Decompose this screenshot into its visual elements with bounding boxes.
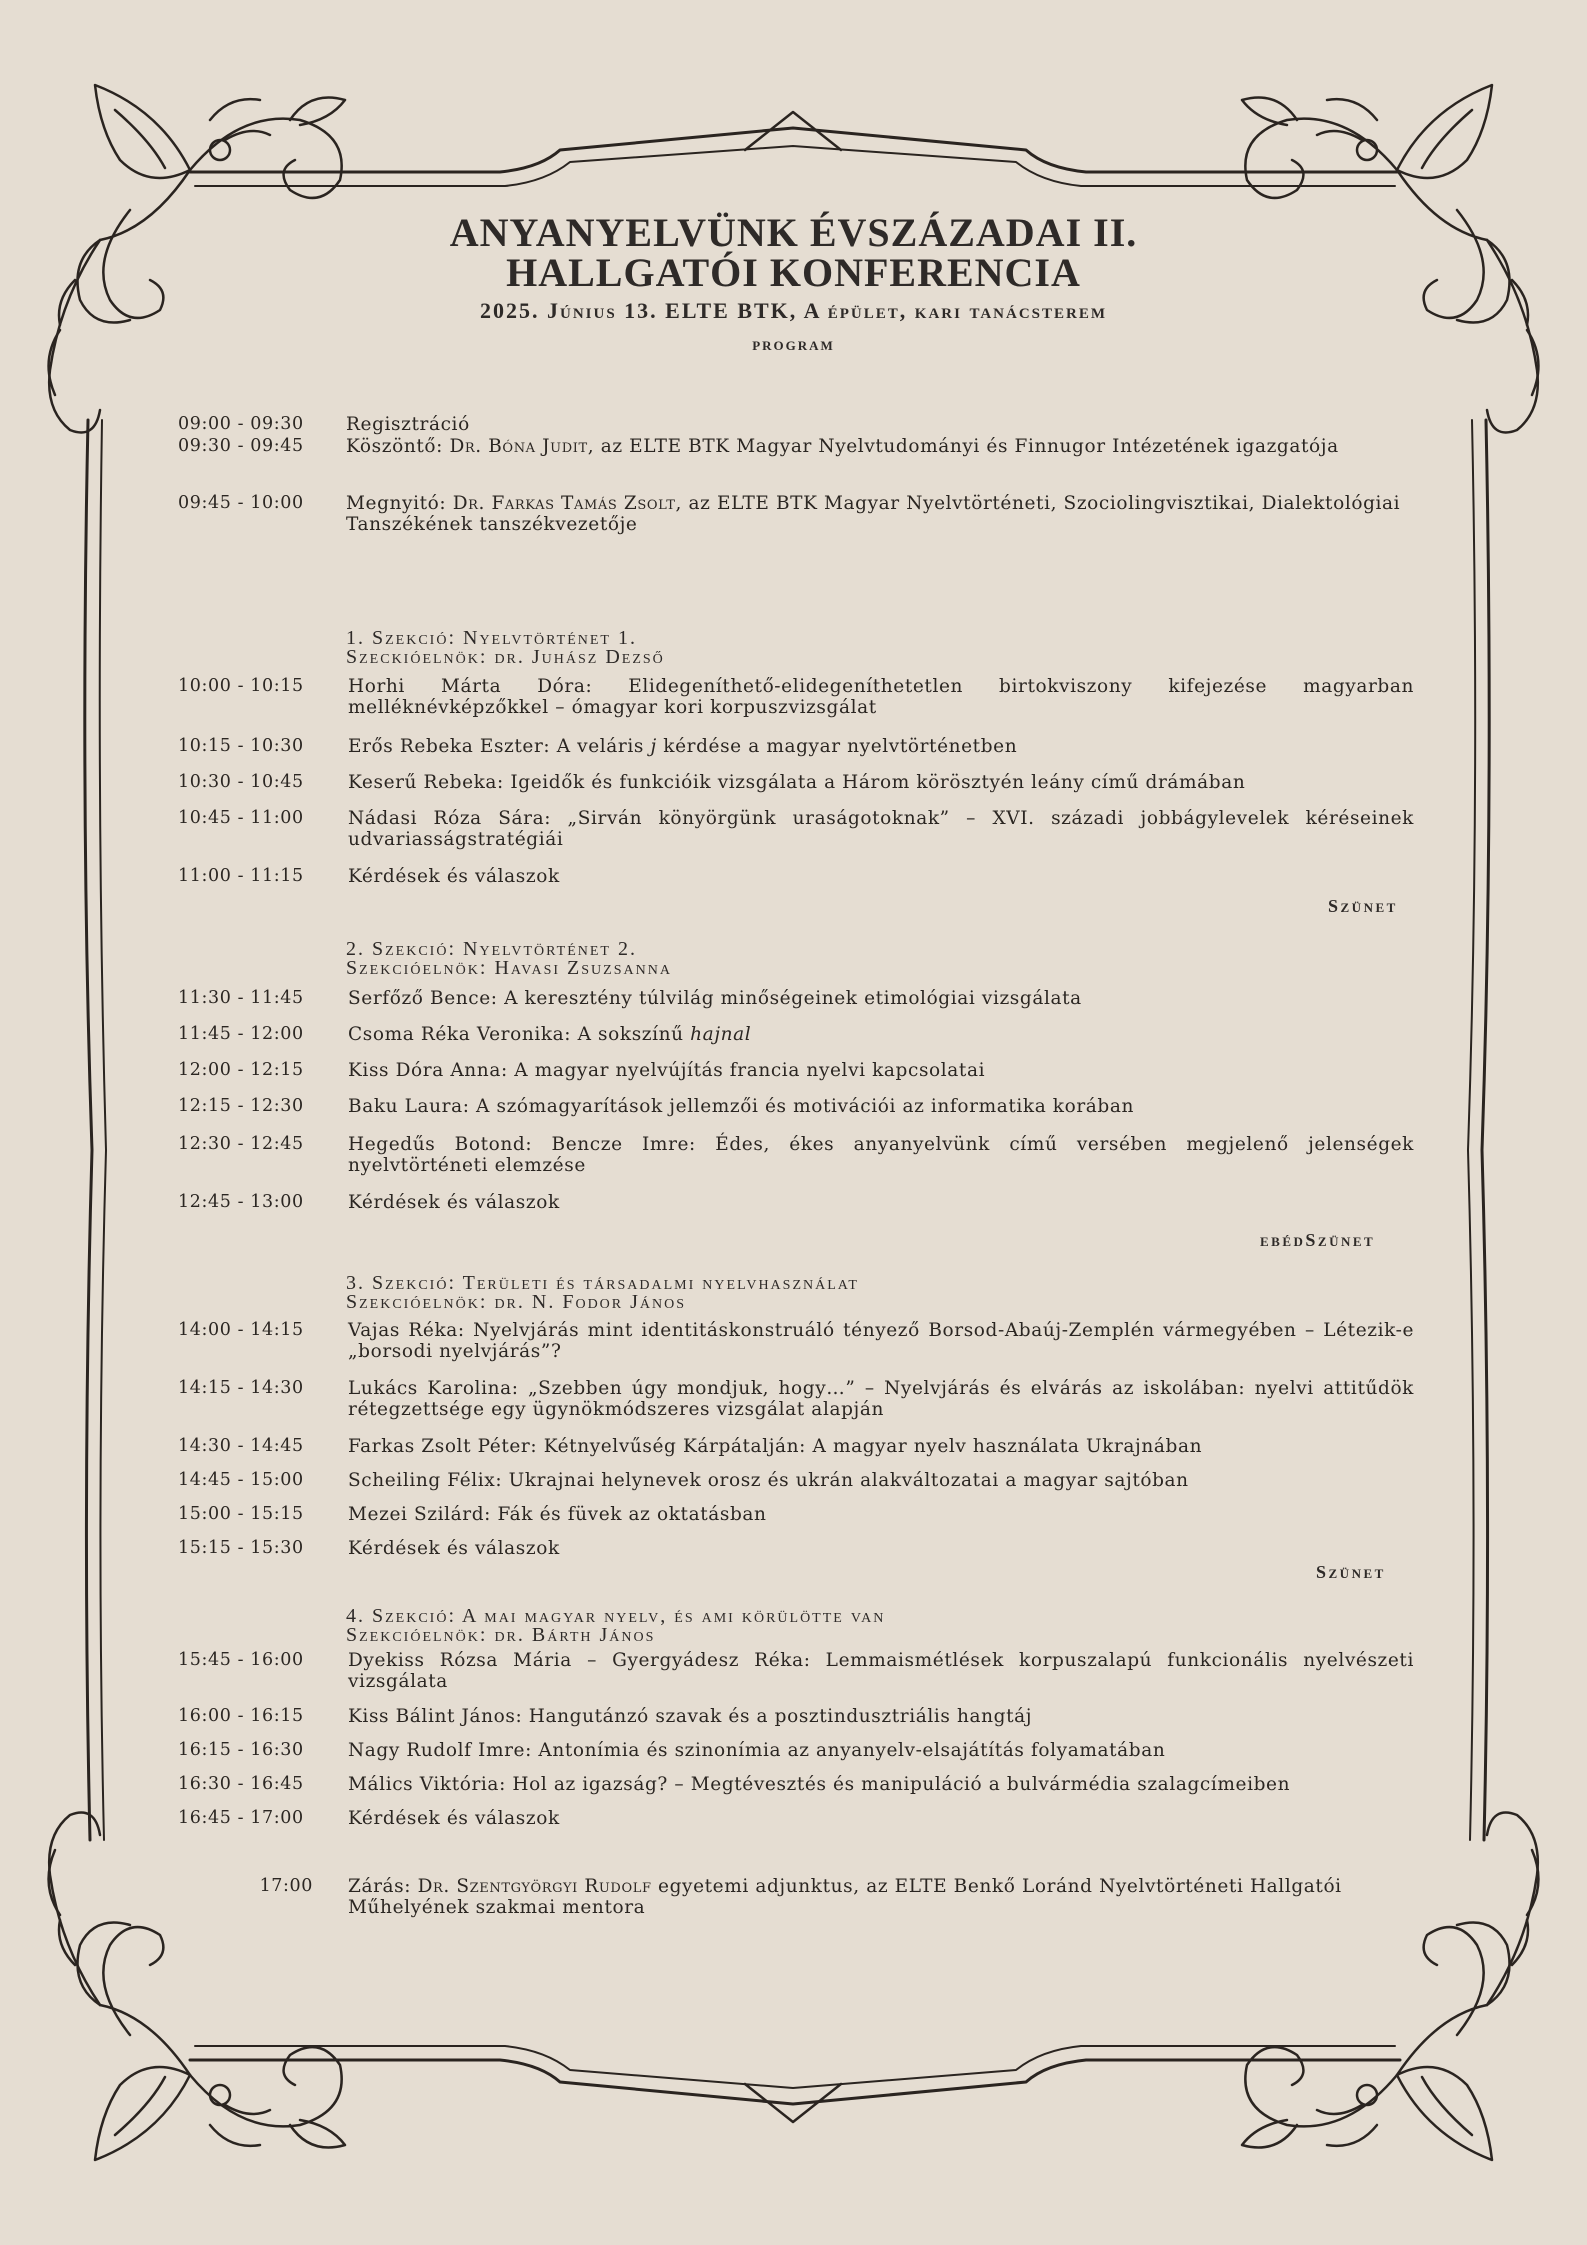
talk-title: Kérdések és válaszok	[348, 866, 560, 887]
talk-title: Scheiling Félix: Ukrajnai helynevek orosz és ukrán alakváltozatai a magyar sajtóban	[348, 1470, 1189, 1491]
time-slot: 10:45 - 11:00	[178, 808, 304, 828]
talk-title: Baku Laura: A szómagyarítások jellemzői és motivációi az informatika korában	[348, 1096, 1135, 1117]
title-line-2: HALLGATÓI KONFERENCIA	[506, 250, 1081, 295]
time-slot: 12:00 - 12:15	[178, 1060, 304, 1080]
time-slot: 16:15 - 16:30	[178, 1740, 304, 1760]
talk-title: Kiss Dóra Anna: A magyar nyelvújítás francia nyelvi kapcsolatai	[348, 1060, 986, 1081]
talk-title: Dyekiss Rózsa Mária – Gyergyádesz Réka: Lemmaismétlések korpuszalapú funkcionális nyelvészeti vizsgálata	[348, 1650, 1414, 1692]
talk-title: Mezei Szilárd: Fák és füvek az oktatásban	[348, 1504, 767, 1525]
event-year: 2025.	[479, 298, 547, 323]
break-label: Szünet	[1328, 896, 1398, 916]
section-chairs: Szeckióelnök: dr. Juhász Dezső	[346, 646, 665, 668]
speaker-name: Dr. Szentgyörgyi Rudolf	[417, 1876, 652, 1897]
closing-entry: Zárás: Dr. Szentgyörgyi Rudolf egyetemi adjunktus, az ELTE Benkő Loránd Nyelvtörténeti Hallgatói Műhelyének szakmai mentora	[348, 1876, 1342, 1918]
talk-title: Nagy Rudolf Imre: Antonímia és szinonímia az anyanyelv-elsajátítás folyamatában	[348, 1740, 1166, 1761]
time-slot: 17:00	[259, 1876, 313, 1896]
title-line-1: ANYANYELVÜNK ÉVSZÁZADAI II.	[449, 210, 1138, 255]
talk-title: Csoma Réka Veronika: A sokszínű hajnal	[348, 1024, 752, 1045]
time-slot: 12:15 - 12:30	[178, 1096, 304, 1116]
break-label: Szünet	[1316, 1562, 1386, 1582]
time-slot: 16:30 - 16:45	[178, 1774, 304, 1794]
event-details: Június 13. ELTE BTK, A épület, kari tanácsterem	[546, 298, 1108, 323]
time-slot: 15:45 - 16:00	[178, 1650, 304, 1670]
section-1-heading	[346, 629, 665, 667]
time-slot: 14:30 - 14:45	[178, 1436, 304, 1456]
time-slot: 14:15 - 14:30	[178, 1378, 304, 1398]
time-slot: 16:45 - 17:00	[178, 1808, 304, 1828]
section-chairs: Szekcióelnök: dr. Bárth János	[346, 1624, 656, 1646]
talk-title: Keserű Rebeka: Igeidők és funkcióik vizsgálata a Három körösztyén leány című drámában	[348, 772, 1246, 793]
time-slot: 09:45 - 10:00	[178, 493, 304, 513]
talk-title: Hegedűs Botond: Bencze Imre: Édes, ékes anyanyelvünk című versében megjelenő jelenségek nyelvtörténeti elemzése	[348, 1134, 1414, 1176]
time-slot: 15:00 - 15:15	[178, 1504, 304, 1524]
section-chairs: Szekcióelnök: Havasi Zsuzsanna	[346, 957, 672, 979]
time-slot: 11:45 - 12:00	[178, 1024, 304, 1044]
talk-title: Kérdések és válaszok	[348, 1192, 560, 1213]
talk-title: Kérdések és válaszok	[348, 1808, 560, 1829]
time-slot: 10:00 - 10:15	[178, 676, 304, 696]
talk-title: Erős Rebeka Eszter: A veláris j kérdése a magyar nyelvtörténetben	[348, 736, 1018, 757]
time-slot: 09:30 - 09:45	[178, 436, 304, 456]
time-slot: 12:30 - 12:45	[178, 1134, 304, 1154]
talk-title: Lukács Karolina: „Szebben úgy mondjuk, hogy…” – Nyelvjárás és elvárás az iskolában: nyelvi attitűdök rétegzettsége egy ügynökmódszeres vizsgálat alapján	[348, 1378, 1414, 1420]
talk-title: Málics Viktória: Hol az igazság? – Megtévesztés és manipuláció a bulvármédia szalagcímeiben	[348, 1774, 1291, 1795]
talk-title: Serfőző Bence: A keresztény túlvilág minőségeinek etimológiai vizsgálata	[348, 988, 1082, 1009]
time-slot: 15:15 - 15:30	[178, 1538, 304, 1558]
section-2-heading	[346, 940, 672, 978]
time-slot: 11:30 - 11:45	[178, 988, 304, 1008]
talk-title: Nádasi Róza Sára: „Sirván könyörgünk uraságotoknak” – XVI. századi jobbágylevelek kéréseinek udvariasságstratégiái	[348, 808, 1414, 850]
talk-title: Farkas Zsolt Péter: Kétnyelvűség Kárpátalján: A magyar nyelv használata Ukrajnában	[348, 1436, 1203, 1457]
program-label: program	[752, 334, 835, 355]
time-slot: 12:45 - 13:00	[178, 1192, 304, 1212]
section-title: 4. Szekció: A mai magyar nyelv, és ami körülötte van	[346, 1605, 886, 1627]
speaker-name: Dr. Bóna Judit	[449, 436, 588, 457]
speaker-name: Dr. Farkas Tamás Zsolt	[452, 493, 676, 514]
section-4-heading	[346, 1607, 885, 1645]
opening-label: Regisztráció	[346, 414, 470, 435]
time-slot: 10:30 - 10:45	[178, 772, 304, 792]
time-slot: 10:15 - 10:30	[178, 736, 304, 756]
section-chairs: Szekcióelnök: dr. N. Fodor János	[346, 1291, 687, 1313]
opening-entry: Megnyitó: Dr. Farkas Tamás Zsolt, az ELTE BTK Magyar Nyelvtörténeti, Szociolingvisztikai, Dialektológiai Tanszékének tanszékvezetője	[346, 493, 1401, 535]
time-slot: 11:00 - 11:15	[178, 866, 304, 886]
time-slot: 14:45 - 15:00	[178, 1470, 304, 1490]
section-title: 2. Szekció: Nyelvtörténet 2.	[346, 938, 637, 960]
opening-entry: Köszöntő: Dr. Bóna Judit, az ELTE BTK Magyar Nyelvtudományi és Finnugor Intézetének igazgatója	[346, 436, 1339, 457]
break-label: ebédSzünet	[1260, 1230, 1376, 1250]
time-slot: 09:00 - 09:30	[178, 414, 304, 434]
time-slot: 16:00 - 16:15	[178, 1706, 304, 1726]
event-date-venue	[0, 298, 1587, 324]
talk-title: Kérdések és válaszok	[348, 1538, 560, 1559]
talk-title: Horhi Márta Dóra: Elidegeníthető-elidegeníthetetlen birtokviszony kifejezése magyarban melléknévképzőkkel – ómagyar kori korpuszvizsgálat	[348, 676, 1414, 718]
section-title: 3. Szekció: Területi és társadalmi nyelvhasználat	[346, 1272, 859, 1294]
talk-title: Vajas Réka: Nyelvjárás mint identitáskonstruáló tényező Borsod-Abaúj-Zemplén vármegyében – Létezik-e „borsodi nyelvjárás”?	[348, 1320, 1414, 1362]
section-title: 1. Szekció: Nyelvtörténet 1.	[346, 627, 637, 649]
time-slot: 14:00 - 14:15	[178, 1320, 304, 1340]
section-3-heading	[346, 1274, 859, 1312]
talk-title: Kiss Bálint János: Hangutánzó szavak és a posztindusztriális hangtáj	[348, 1706, 1033, 1727]
